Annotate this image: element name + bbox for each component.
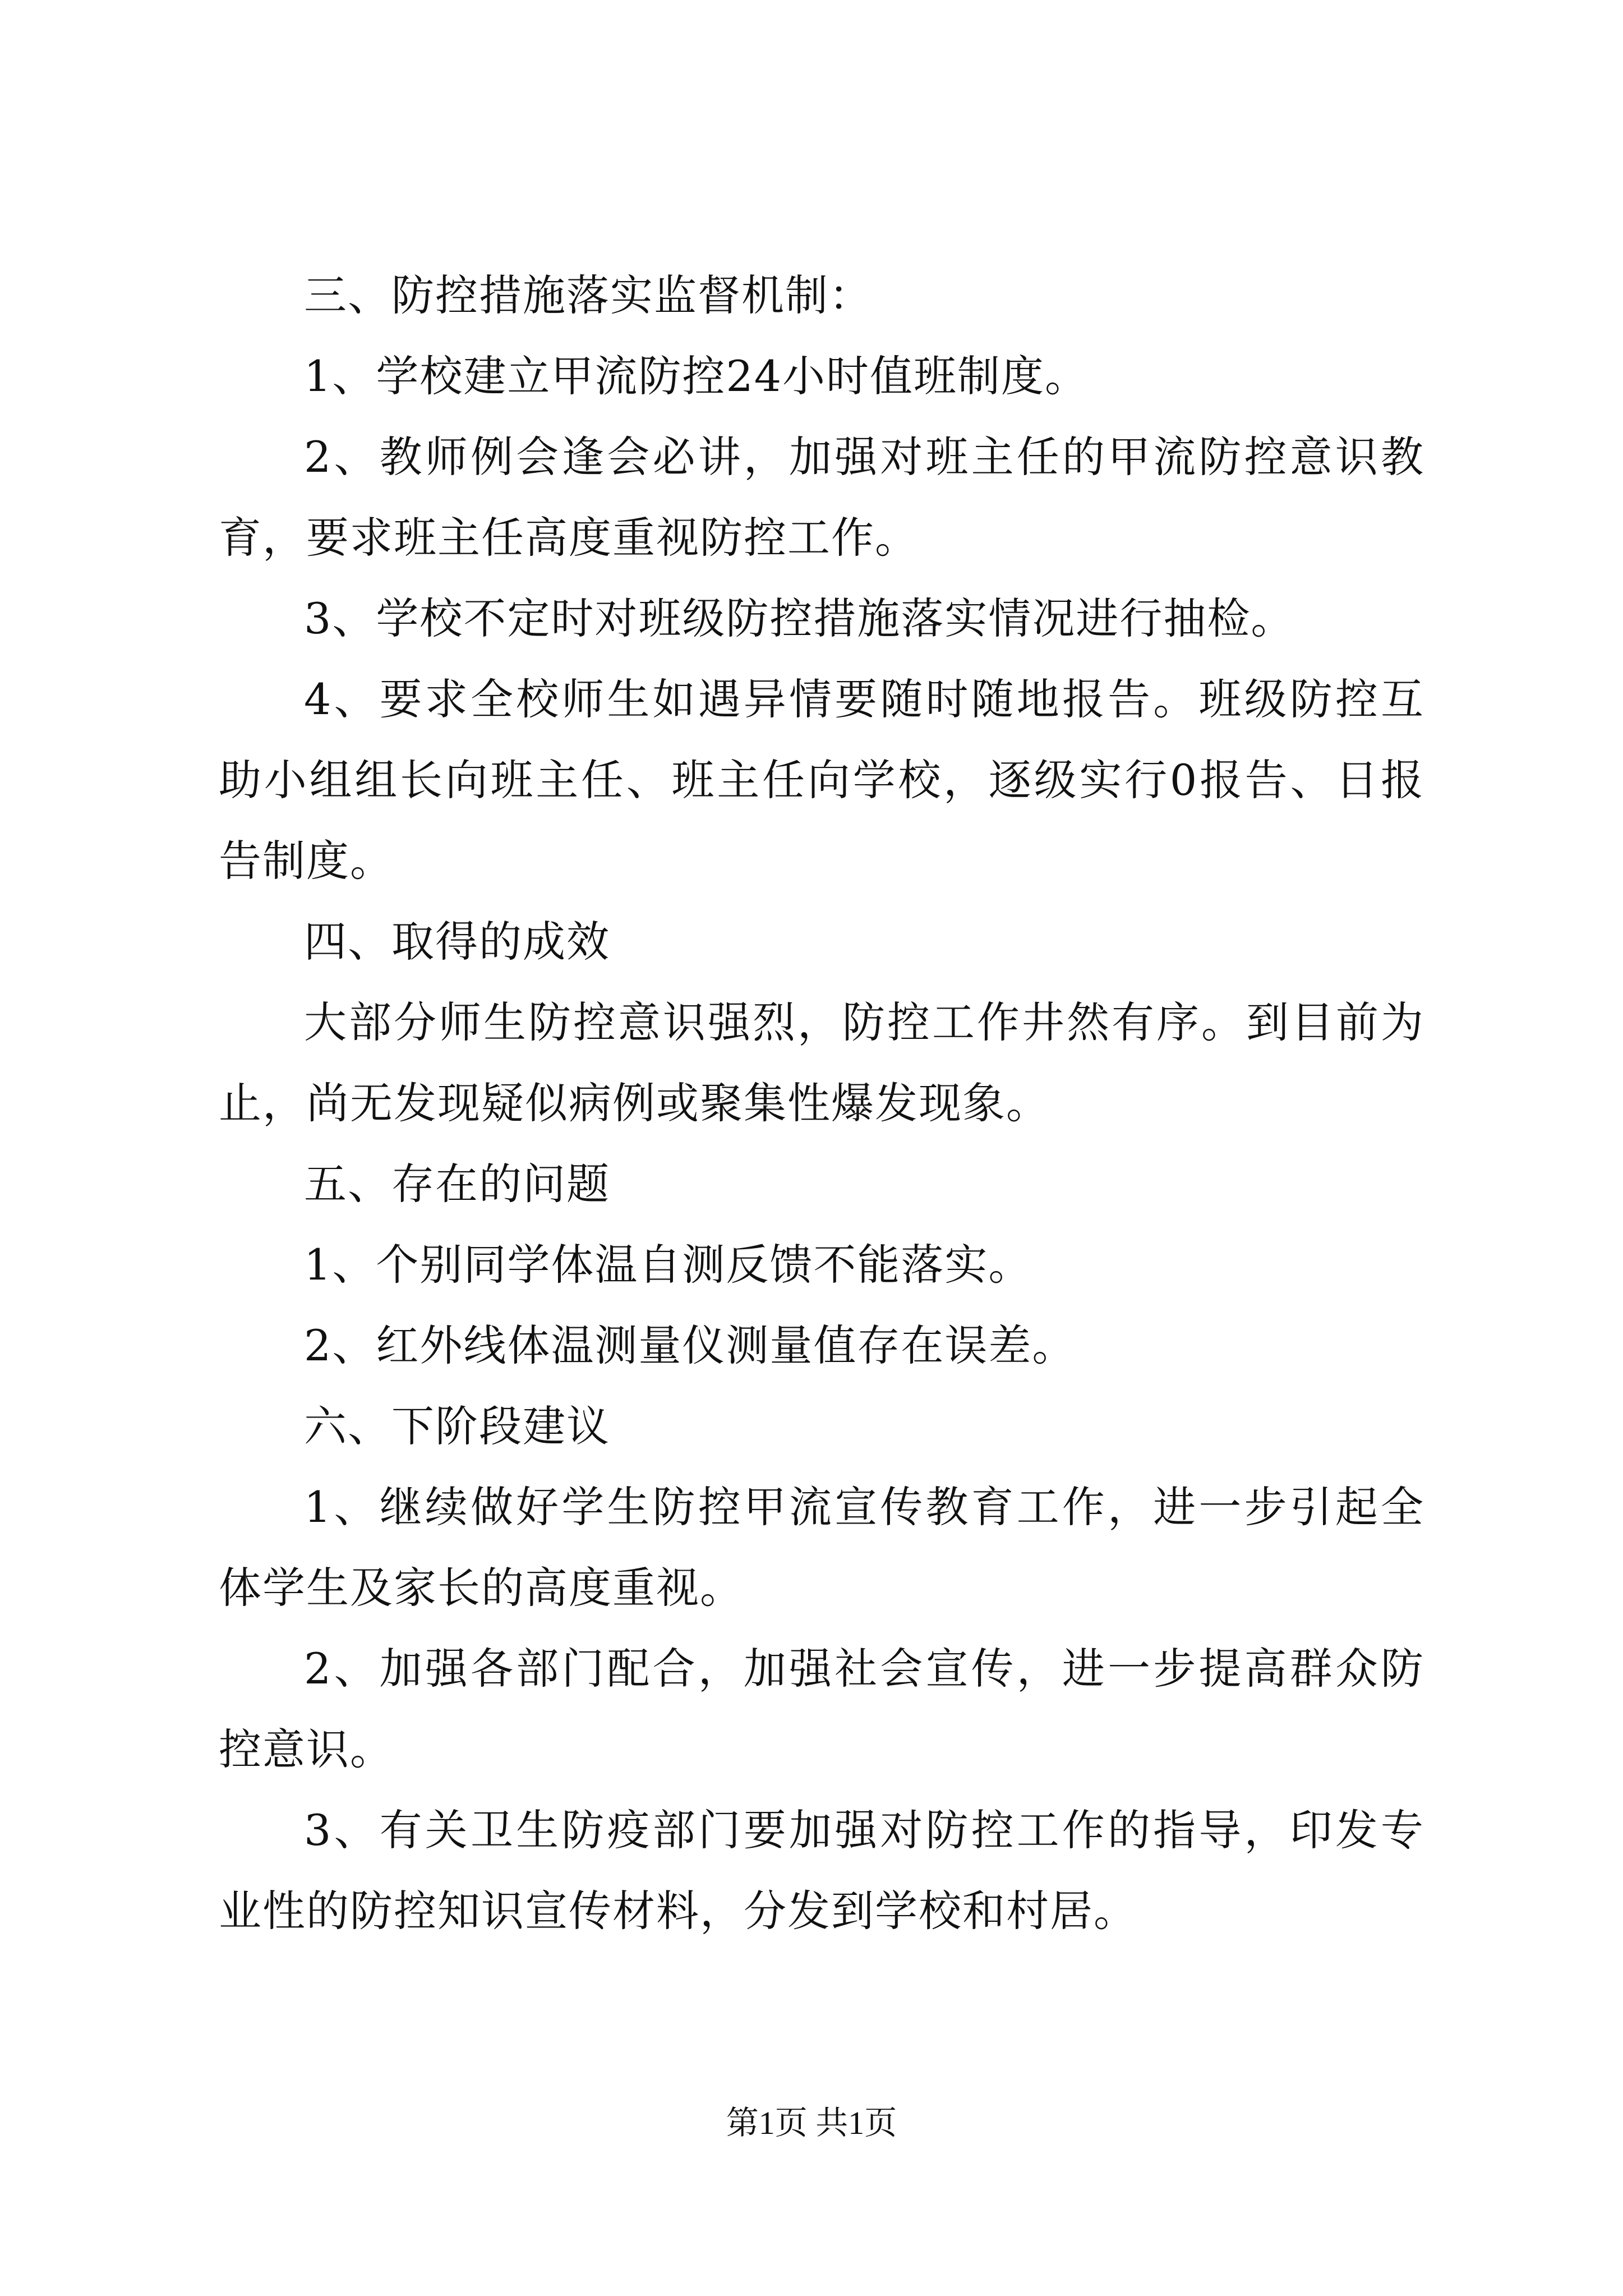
list-item: 1、学校建立甲流防控24小时值班制度。 <box>304 351 1089 401</box>
section-heading-results: 四、取得的成效 <box>304 917 610 967</box>
list-item: 2、加强各部门配合，加强社会宣传，进一步提高群众防控意识。 <box>219 1644 1424 1774</box>
section-heading-supervision: 三、防控措施落实监督机制： <box>304 270 873 320</box>
paragraph: 大部分师生防控意识强烈，防控工作井然有序。到目前为止，尚无发现疑似病例或聚集性爆发现象。 <box>219 997 1424 1128</box>
section-heading-suggestions: 六、下阶段建议 <box>304 1401 610 1451</box>
list-item: 3、学校不定时对班级防控措施落实情况进行抽检。 <box>304 593 1295 643</box>
list-item: 2、红外线体温测量仪测量值存在误差。 <box>304 1320 1076 1370</box>
list-item: 1、继续做好学生防控甲流宣传教育工作，进一步引起全体学生及家长的高度重视。 <box>219 1482 1424 1613</box>
list-item: 3、有关卫生防疫部门要加强对防控工作的指导，印发专业性的防控知识宣传材料，分发到学校和村居。 <box>219 1805 1424 1936</box>
section-heading-problems: 五、存在的问题 <box>304 1159 610 1209</box>
page-footer: 第1页 共1页 <box>726 2105 897 2141</box>
list-item: 4、要求全校师生如遇异情要随时随地报告。班级防控互助小组组长向班主任、班主任向学校，逐级实行0报告、日报告制度。 <box>219 674 1424 886</box>
list-item: 2、教师例会逢会必讲，加强对班主任的甲流防控意识教育，要求班主任高度重视防控工作。 <box>219 432 1424 563</box>
document-body <box>219 255 1424 1952</box>
list-item: 1、个别同学体温自测反馈不能落实。 <box>304 1240 1032 1290</box>
